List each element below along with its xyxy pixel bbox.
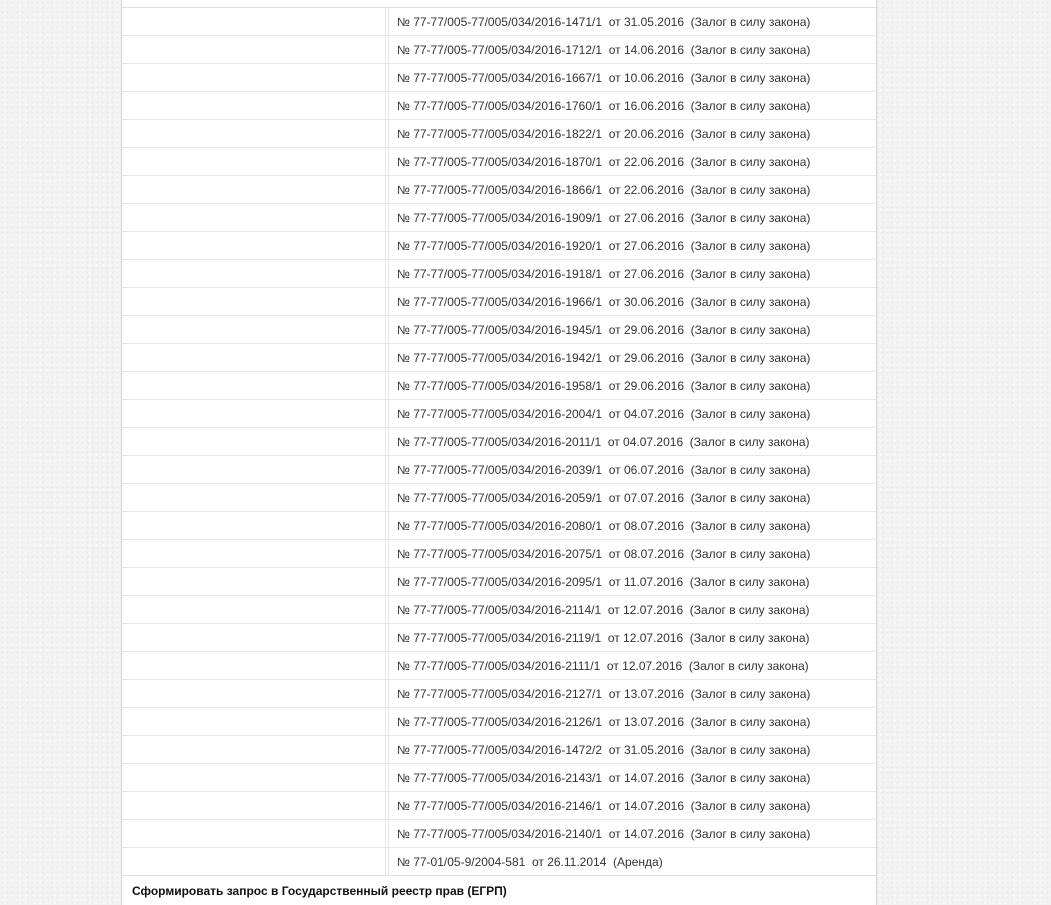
- table-row: [122, 484, 876, 512]
- registration-record: № 77-77/005-77/005/034/2016-2127/1 от 13.07.2016 (Залог в силу закона): [388, 680, 876, 707]
- table-row: [122, 372, 876, 400]
- table-row: [122, 764, 876, 792]
- registration-record: № 77-77/005-77/005/034/2016-1942/1 от 29.06.2016 (Залог в силу закона): [388, 344, 876, 371]
- registration-record: № 77-77/005-77/005/034/2016-2059/1 от 07.07.2016 (Залог в силу закона): [388, 484, 876, 511]
- table-row: [122, 596, 876, 624]
- row-label-cell: [122, 820, 386, 847]
- row-label-cell: [122, 456, 386, 483]
- row-label-cell: [122, 736, 386, 763]
- registration-record: № 77-77/005-77/005/034/2016-1866/1 от 22.06.2016 (Залог в силу закона): [388, 176, 876, 203]
- table-row: [122, 36, 876, 64]
- registration-record: № 77-77/005-77/005/034/2016-2126/1 от 13.07.2016 (Залог в силу закона): [388, 708, 876, 735]
- registration-record: № 77-77/005-77/005/034/2016-2111/1 от 12.07.2016 (Залог в силу закона): [388, 652, 876, 679]
- registration-record: № 77-77/005-77/005/034/2016-2143/1 от 14.07.2016 (Залог в силу закона): [388, 764, 876, 791]
- row-label-cell: [122, 680, 386, 707]
- registration-record: № 77-77/005-77/005/034/2016-2080/1 от 08.07.2016 (Залог в силу закона): [388, 512, 876, 539]
- registration-record: № 77-77/005-77/005/034/2016-1870/1 от 22.06.2016 (Залог в силу закона): [388, 148, 876, 175]
- table-row: [122, 344, 876, 372]
- table-row: [122, 680, 876, 708]
- registration-record: № 77-77/005-77/005/034/2016-1945/1 от 29.06.2016 (Залог в силу закона): [388, 316, 876, 343]
- registration-record: № 77-77/005-77/005/034/2016-1760/1 от 16.06.2016 (Залог в силу закона): [388, 92, 876, 119]
- row-label-cell: [122, 148, 386, 175]
- table-row: [122, 792, 876, 820]
- row-label-cell: [122, 36, 386, 63]
- row-label-cell: [122, 92, 386, 119]
- row-label-cell: [122, 624, 386, 651]
- registration-record: № 77-77/005-77/005/034/2016-2119/1 от 12.07.2016 (Залог в силу закона): [388, 624, 876, 651]
- row-label-cell: [122, 120, 386, 147]
- registration-record: № 77-77/005-77/005/034/2016-1920/1 от 27.06.2016 (Залог в силу закона): [388, 232, 876, 259]
- registration-record: № 77-01/05-9/2004-581 от 26.11.2014 (Аренда): [388, 848, 876, 875]
- registration-record: № 77-77/005-77/005/034/2016-2095/1 от 11.07.2016 (Залог в силу закона): [388, 568, 876, 595]
- table-row: [122, 540, 876, 568]
- row-label-cell: [122, 596, 386, 623]
- row-label-cell: [122, 64, 386, 91]
- row-label-cell: [122, 232, 386, 259]
- row-label-cell: [122, 764, 386, 791]
- table-row: [122, 204, 876, 232]
- table-row: [122, 456, 876, 484]
- registration-record: № 77-77/005-77/005/034/2016-2114/1 от 12.07.2016 (Залог в силу закона): [388, 596, 876, 623]
- row-label-cell: [122, 708, 386, 735]
- row-label-cell: [122, 288, 386, 315]
- table-row: [122, 92, 876, 120]
- table-row: [122, 652, 876, 680]
- row-label-cell: [122, 372, 386, 399]
- table-row: [122, 176, 876, 204]
- table-row: [122, 120, 876, 148]
- row-label-cell: [122, 316, 386, 343]
- table-row: [122, 8, 876, 36]
- registration-panel: [121, 0, 877, 905]
- table-row: [122, 400, 876, 428]
- table-row: [122, 568, 876, 596]
- row-label-cell: [122, 512, 386, 539]
- table-row: [122, 708, 876, 736]
- row-label-cell: [122, 484, 386, 511]
- registration-record: № 77-77/005-77/005/034/2016-2004/1 от 04.07.2016 (Залог в силу закона): [388, 400, 876, 427]
- table-row: [122, 512, 876, 540]
- registration-record: № 77-77/005-77/005/034/2016-2039/1 от 06.07.2016 (Залог в силу закона): [388, 456, 876, 483]
- row-label-cell: [122, 204, 386, 231]
- registrations-table: [122, 8, 876, 876]
- registration-record: № 77-77/005-77/005/034/2016-2146/1 от 14.07.2016 (Залог в силу закона): [388, 792, 876, 819]
- registration-record: № 77-77/005-77/005/034/2016-1471/1 от 31.05.2016 (Залог в силу закона): [388, 8, 876, 35]
- registration-record: № 77-77/005-77/005/034/2016-1918/1 от 27.06.2016 (Залог в силу закона): [388, 260, 876, 287]
- registration-record: № 77-77/005-77/005/034/2016-1667/1 от 10.06.2016 (Залог в силу закона): [388, 64, 876, 91]
- table-row: [122, 288, 876, 316]
- registration-record: № 77-77/005-77/005/034/2016-2075/1 от 08.07.2016 (Залог в силу закона): [388, 540, 876, 567]
- registration-record: № 77-77/005-77/005/034/2016-1966/1 от 30.06.2016 (Залог в силу закона): [388, 288, 876, 315]
- table-row: [122, 428, 876, 456]
- table-row: [122, 736, 876, 764]
- table-row: [122, 260, 876, 288]
- table-row: [122, 624, 876, 652]
- registration-record: № 77-77/005-77/005/034/2016-1958/1 от 29.06.2016 (Залог в силу закона): [388, 372, 876, 399]
- row-label-cell: [122, 540, 386, 567]
- registration-record: № 77-77/005-77/005/034/2016-2140/1 от 14.07.2016 (Залог в силу закона): [388, 820, 876, 847]
- row-label-cell: [122, 568, 386, 595]
- row-label-cell: [122, 8, 386, 35]
- row-label-cell: [122, 848, 386, 875]
- table-row: [122, 232, 876, 260]
- table-row: [122, 64, 876, 92]
- table-row: [122, 820, 876, 848]
- registration-record: № 77-77/005-77/005/034/2016-2011/1 от 04.07.2016 (Залог в силу закона): [388, 428, 876, 455]
- row-label-cell: [122, 428, 386, 455]
- row-label-cell: [122, 652, 386, 679]
- egrp-request-footer: [122, 876, 876, 905]
- table-row: [122, 148, 876, 176]
- row-label-cell: [122, 176, 386, 203]
- egrp-request-link[interactable]: Сформировать запрос в Государственный реестр прав (ЕГРП): [132, 883, 507, 898]
- registration-record: № 77-77/005-77/005/034/2016-1909/1 от 27.06.2016 (Залог в силу закона): [388, 204, 876, 231]
- table-row: [122, 848, 876, 876]
- row-label-cell: [122, 792, 386, 819]
- registration-record: № 77-77/005-77/005/034/2016-1822/1 от 20.06.2016 (Залог в силу закона): [388, 120, 876, 147]
- registration-record: № 77-77/005-77/005/034/2016-1472/2 от 31.05.2016 (Залог в силу закона): [388, 736, 876, 763]
- row-label-cell: [122, 260, 386, 287]
- row-label-cell: [122, 400, 386, 427]
- registration-record: № 77-77/005-77/005/034/2016-1712/1 от 14.06.2016 (Залог в силу закона): [388, 36, 876, 63]
- row-label-cell: [122, 344, 386, 371]
- table-row: [122, 316, 876, 344]
